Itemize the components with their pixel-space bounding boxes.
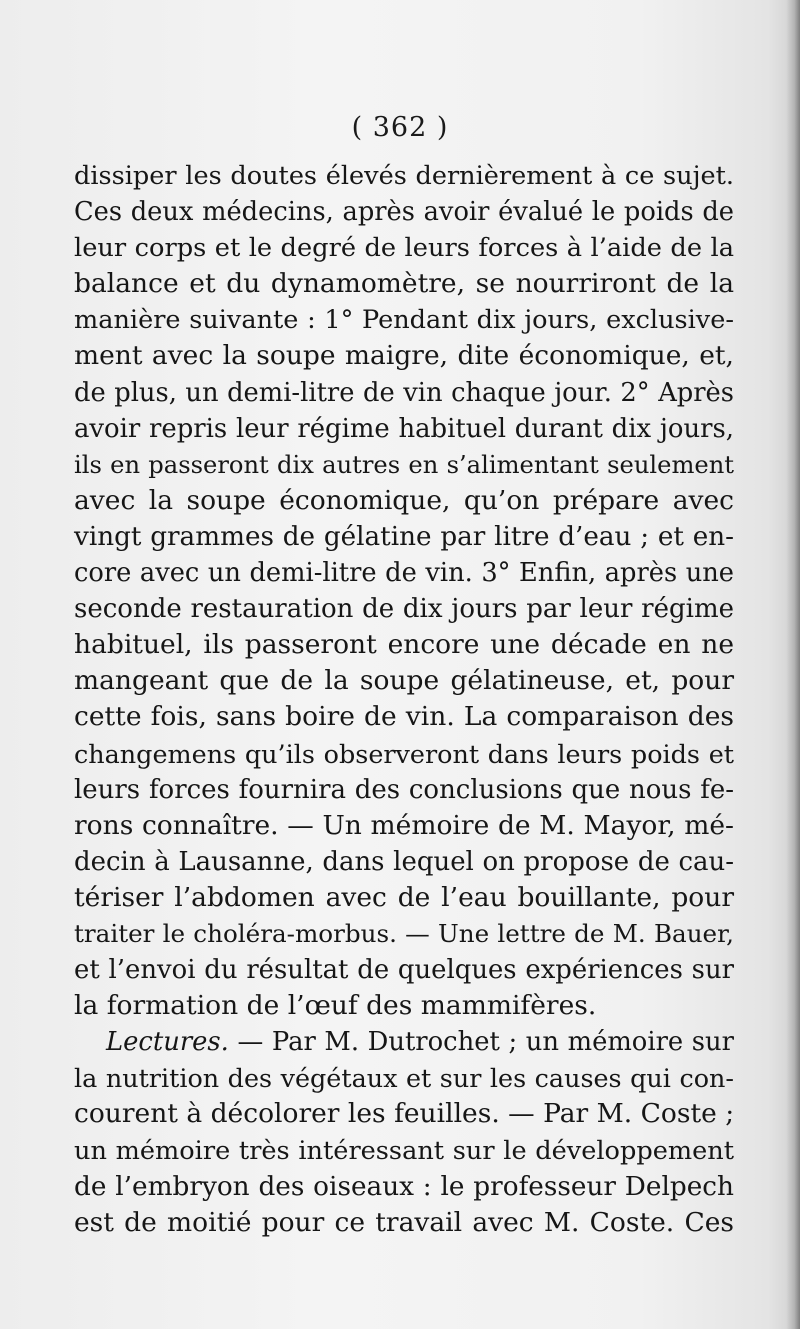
text-line: cette fois, sans boire de vin. La comparaison des: [74, 701, 734, 733]
text-line: changemens qu’ils observeront dans leurs poids et: [74, 738, 734, 769]
lectures-paragraph-start: [74, 1024, 734, 1060]
text-line: un mémoire très intéressant sur le développement: [74, 1135, 734, 1166]
text-line: habituel, ils passeront encore une décade en ne: [74, 629, 734, 661]
text-line: et l’envoi du résultat de quelques expériences sur: [74, 955, 734, 986]
text-line: avec la soupe économique, qu’on prépare avec: [74, 484, 734, 516]
text-line: la formation de l’œuf des mammifères.: [74, 990, 597, 1022]
text-line: dissiper les doutes élevés dernièrement à ce sujet.: [74, 161, 734, 191]
text-line: traiter le choléra-morbus. — Une lettre de M. Bauer,: [74, 918, 734, 948]
text-line: de plus, un demi-litre de vin chaque jour. 2° Après: [74, 377, 734, 408]
lectures-label: Lectures.: [106, 1027, 229, 1058]
text-line: la nutrition des végétaux et sur les causes qui con-: [74, 1063, 734, 1094]
text-line: de l’embryon des oiseaux : le professeur Delpech: [74, 1171, 734, 1202]
text-line: seconde restauration de dix jours par leur régime: [74, 594, 734, 625]
text-line: mangeant que de la soupe gélatineuse, et, pour: [74, 665, 734, 697]
page-edge-shadow: [786, 0, 800, 1329]
text-line: courent à décolorer les feuilles. — Par M. Coste ;: [74, 1098, 735, 1130]
text-line: rons connaître. — Un mémoire de M. Mayor, mé-: [74, 809, 734, 841]
text-line: decin à Lausanne, dans lequel on propose de cau-: [74, 846, 734, 877]
text-line: avoir repris leur régime habituel durant dix jours,: [74, 413, 734, 444]
text-line: leurs forces fournira des conclusions que nous fe-: [74, 774, 734, 805]
lectures-first-line: — Par M. Dutrochet ; un mémoire sur: [228, 1027, 734, 1058]
text-line: vingt grammes de gélatine par litre d’eau ; et en-: [74, 521, 734, 552]
text-line: ils en passeront dix autres en s’alimentant seulement: [74, 450, 734, 479]
text-line: est de moitié pour ce travail avec M. Coste. Ces: [74, 1206, 734, 1238]
text-line: Ces deux médecins, après avoir évalué le poids de: [74, 197, 734, 228]
text-line: leur corps et le degré de leurs forces à l’aide de la: [74, 233, 734, 264]
text-line: manière suivante : 1° Pendant dix jours, exclusive-: [74, 305, 734, 336]
body-text: [74, 158, 734, 1241]
text-line: core avec un demi-litre de vin. 3° Enfin, après une: [74, 558, 734, 589]
text-line: tériser l’abdomen avec de l’eau bouillante, pour: [74, 881, 734, 913]
page-number: ( 362 ): [351, 112, 449, 143]
text-line: balance et du dynamomètre, se nourriront de la: [74, 268, 734, 300]
text-line: ment avec la soupe maigre, dite économique, et,: [74, 340, 734, 372]
